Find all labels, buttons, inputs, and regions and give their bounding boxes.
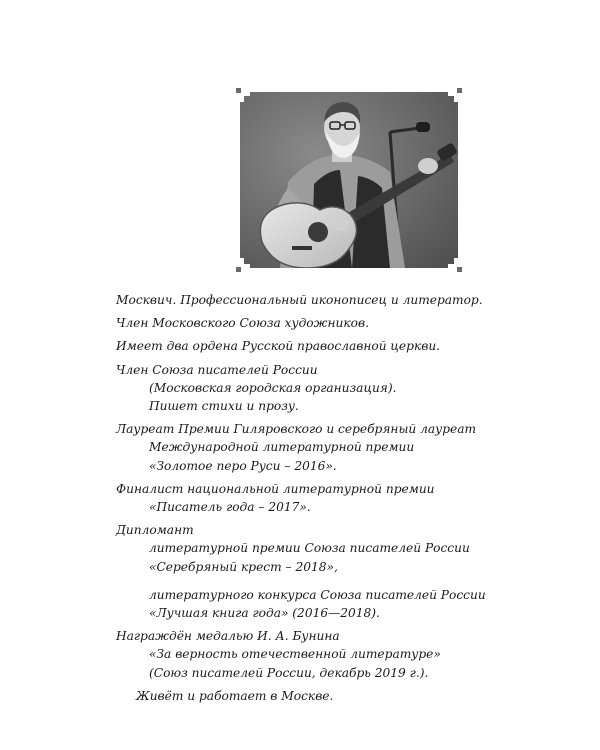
bio-line: Награждён медалью И. А. Бунина <box>116 629 340 644</box>
bio-line: «Лучшая книга года» (2016—2018). <box>149 606 380 621</box>
bio-entry <box>116 420 556 475</box>
bio-line: «За верность отечественной литературе» <box>149 647 441 662</box>
author-photo-frame <box>236 88 462 272</box>
bio-line: (Союз писателей России, декабрь 2019 г.). <box>149 665 429 680</box>
frame-corner <box>457 267 462 272</box>
bio-line: Лауреат Премии Гиляровского и серебряный лауреат <box>116 422 477 437</box>
bio-line: литературного конкурса Союза писателей России <box>149 587 486 602</box>
bio-line: Международной литературной премии <box>149 440 415 455</box>
bio-line: (Московская городская организация). <box>149 380 397 395</box>
bio-line: «Писатель года – 2017». <box>149 500 311 515</box>
bio-line: Финалист национальной литературной премии <box>116 481 435 496</box>
bio-entry <box>116 291 556 309</box>
author-photo <box>240 92 458 268</box>
bio-entry <box>116 687 556 705</box>
author-photo-image <box>240 92 458 268</box>
bio-entry <box>116 314 556 332</box>
bio-line: «Серебряный крест – 2018», <box>149 559 338 574</box>
bio-entry <box>116 361 556 416</box>
author-bio <box>116 291 556 710</box>
bio-entry <box>116 627 556 682</box>
bio-line: Москвич. Профессиональный иконописец и литератор. <box>116 293 483 307</box>
bio-line: Имеет два ордена Русской православной церкви. <box>116 339 441 354</box>
frame-corner <box>457 88 462 93</box>
bio-line: Член Московского Союза художников. <box>116 316 369 331</box>
bio-line: Дипломант <box>116 523 194 538</box>
frame-corner <box>236 88 241 93</box>
bio-entry <box>116 480 556 516</box>
bio-line: Член Союза писателей России <box>116 362 318 377</box>
bio-line: Живёт и работает в Москве. <box>136 688 334 703</box>
bio-line: литературной премии Союза писателей России <box>149 541 470 556</box>
bio-line: Пишет стихи и прозу. <box>149 399 299 414</box>
bio-entry <box>116 337 556 355</box>
frame-corner <box>236 267 241 272</box>
bio-entry <box>116 521 556 622</box>
bio-line: «Золотое перо Руси – 2016». <box>149 458 337 473</box>
